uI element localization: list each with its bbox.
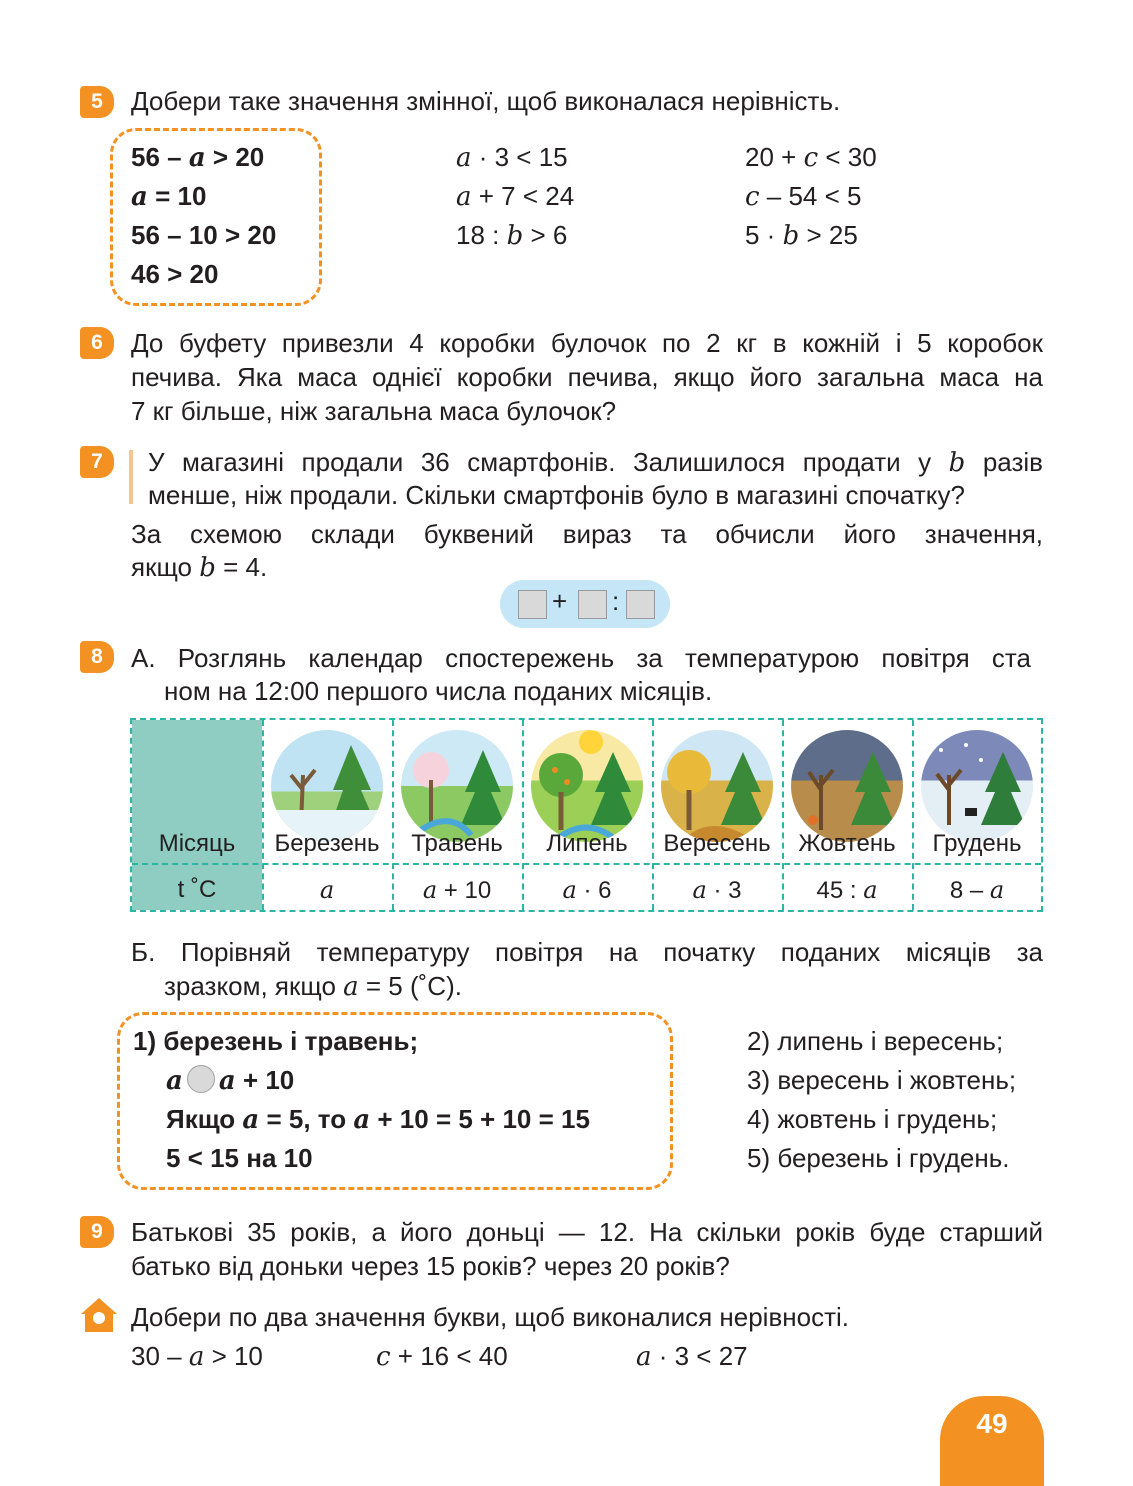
task8-item: 5) березень і грудень. bbox=[747, 1143, 1010, 1173]
compare-circle bbox=[187, 1065, 215, 1093]
quote-bar bbox=[129, 450, 133, 504]
task-number-7: 7 bbox=[80, 446, 114, 478]
task5-text: Добери таке значення змінної, щоб виконалася нерівність. bbox=[131, 86, 841, 116]
task6-line: печива. Яка маса однієї коробки печива, якщо його загальна маса на bbox=[131, 362, 1043, 392]
task6-line: 7 кг більше, ніж загальна маса булочок? bbox=[131, 396, 617, 426]
row-header-month: Місяць bbox=[158, 830, 236, 857]
month-cell: Жовтень bbox=[798, 830, 896, 857]
july-landscape-image bbox=[531, 730, 643, 842]
task9-line: Батькові 35 років, а його доньці — 12. На скільки років буде старший bbox=[131, 1217, 1043, 1247]
scheme-box bbox=[518, 590, 547, 619]
month-cell: Вересень bbox=[663, 830, 771, 857]
task9-line: батько від доньки через 15 років? через 20 років? bbox=[131, 1251, 730, 1281]
task-number-5: 5 bbox=[80, 86, 114, 118]
task7-line4: якщо b = 4. bbox=[131, 552, 268, 583]
month-cell: Березень bbox=[274, 830, 380, 857]
task8-example-line3: Якщо a = 5, то a + 10 = 5 + 10 = 15 bbox=[166, 1104, 590, 1135]
temp-cell: a · 3 bbox=[692, 876, 742, 904]
task5-example-line3: 56 – 10 > 20 bbox=[131, 220, 277, 250]
temp-cell: a + 10 bbox=[422, 876, 492, 904]
october-landscape-image bbox=[791, 730, 903, 842]
scheme-plus: + bbox=[552, 586, 568, 616]
home-icon bbox=[78, 1294, 120, 1336]
task5-col2-item: a + 7 < 24 bbox=[456, 181, 575, 212]
task5-col3-item: c – 54 < 5 bbox=[745, 181, 862, 212]
observation-table bbox=[130, 718, 1043, 912]
may-landscape-image bbox=[401, 730, 513, 842]
task-number-6: 6 bbox=[80, 327, 114, 359]
march-landscape-image bbox=[271, 730, 383, 842]
task5-col3-item: 20 + c < 30 bbox=[745, 142, 877, 173]
expression-scheme bbox=[500, 580, 670, 628]
task8-example-line4: 5 < 15 на 10 bbox=[166, 1143, 313, 1173]
task8-b-line2: зразком, якщо a = 5 (˚С). bbox=[164, 971, 462, 1002]
task5-col2-item: 18 : b > 6 bbox=[456, 220, 568, 251]
scheme-div: : bbox=[612, 586, 620, 616]
row-header-temp: t ˚С bbox=[177, 876, 217, 903]
task7-line2: менше, ніж продали. Скільки смартфонів було в магазині спочатку? bbox=[148, 480, 965, 510]
task8-item: 2) липень і вересень; bbox=[747, 1026, 1004, 1056]
task8-item: 3) вересень і жовтень; bbox=[747, 1065, 1017, 1095]
task8-example-line1: 1) березень і травень; bbox=[133, 1026, 419, 1056]
task-number-8: 8 bbox=[80, 641, 114, 673]
task5-col2-item: a · 3 < 15 bbox=[456, 142, 568, 173]
month-cell: Грудень bbox=[932, 830, 1022, 857]
task5-example-line2: a = 10 bbox=[131, 181, 207, 212]
scheme-box bbox=[578, 590, 607, 619]
task8-a-line2: ном на 12:00 першого числа поданих місяців. bbox=[164, 676, 713, 706]
homework-item: c + 16 < 40 bbox=[376, 1341, 508, 1372]
task5-col3-item: 5 · b > 25 bbox=[745, 220, 858, 251]
task8-b-line1: Б. Порівняй температуру повітря на початку поданих місяців за bbox=[131, 937, 1043, 967]
task6-line: До буфету привезли 4 коробки булочок по 2 кг в кожній і 5 коробок bbox=[131, 328, 1043, 358]
task8-example-line2: a a + 10 bbox=[166, 1065, 295, 1096]
temp-cell: a bbox=[319, 876, 335, 904]
september-landscape-image bbox=[661, 730, 773, 842]
scheme-box bbox=[626, 590, 655, 619]
december-landscape-image bbox=[921, 730, 1033, 842]
temp-cell: 45 : a bbox=[816, 876, 878, 904]
page-number: 49 bbox=[940, 1396, 1044, 1486]
task-number-9: 9 bbox=[80, 1216, 114, 1248]
task7-line1: У магазині продали 36 смартфонів. Залишилося продати у b разів bbox=[148, 447, 1043, 478]
task5-example-line1: 56 – a > 20 bbox=[131, 142, 265, 173]
task5-example-line4: 46 > 20 bbox=[131, 259, 219, 289]
task7-line3: За схемою склади буквений вираз та обчисли його значення, bbox=[131, 519, 1043, 549]
homework-item: a · 3 < 27 bbox=[636, 1341, 748, 1372]
homework-item: 30 – a > 10 bbox=[131, 1341, 263, 1372]
homework-text: Добери по два значення букви, щоб виконалися нерівності. bbox=[131, 1302, 849, 1332]
month-cell: Липень bbox=[546, 830, 628, 857]
temp-cell: a · 6 bbox=[562, 876, 612, 904]
temp-cell: 8 – a bbox=[949, 876, 1005, 904]
task8-a-line1: А. Розглянь календар спостережень за температурою повітря ста bbox=[131, 643, 1031, 673]
task8-item: 4) жовтень і грудень; bbox=[747, 1104, 998, 1134]
month-cell: Травень bbox=[411, 830, 503, 857]
